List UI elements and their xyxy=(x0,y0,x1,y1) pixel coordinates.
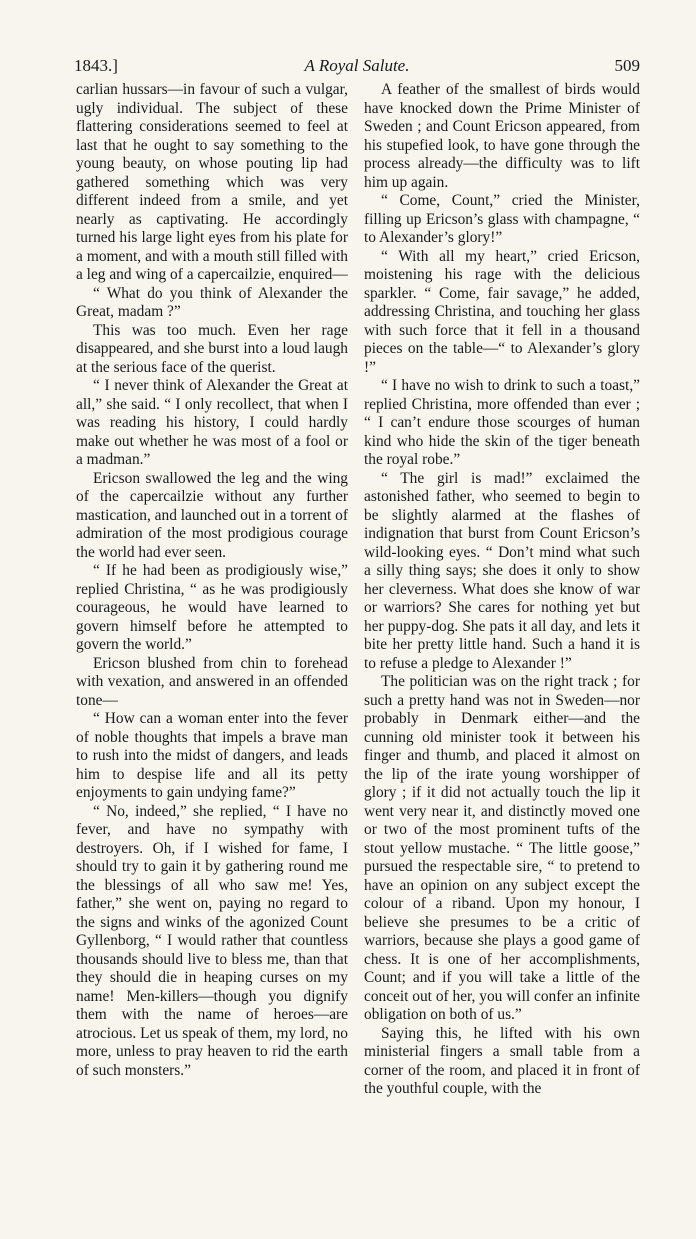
paragraph: This was too much. Even her rage disappeared, and she burst into a loud laugh at the serious face of the querist. xyxy=(76,321,348,376)
header-year: 1843.] xyxy=(74,56,118,75)
paragraph: “ I have no wish to drink to such a toast,” replied Christina, more offended than ever ; “ I can’t endure those scourges of human kind who hide the skin of the tiger beneath the royal robe.” xyxy=(364,377,640,468)
paragraph: “ No, indeed,” she replied, “ I have no fever, and have no sympathy with destroyers. Oh, if I wished for fame, I should try to gain it by gathering round me the blessings of all who saw me! Yes, father,” she went on, paying no regard to the signs and winks of the agonized Count Gyllenborg, “ I would rather that countless thousands should live to bless me, than that they should die in heaping curses on my name! Men-killers—though you dignify them with the name of heroes—are atrocious. Let us speak of them, my lord, no more, unless to pray heaven to rid the earth of such monsters.” xyxy=(76,802,348,1079)
paragraph: A feather of the smallest of birds would have knocked down the Prime Minister of Sweden ; and Count Ericson appeared, from his stupefied look, to have gone through the process already—the difficulty was to lift him up again. xyxy=(364,81,640,191)
paragraph: “ How can a woman enter into the fever of noble thoughts that impels a brave man to rush into the midst of dangers, and leads him to despise life and all its petty enjoyments to gain undying fame?” xyxy=(76,710,348,801)
paragraph: “ Come, Count,” cried the Minister, filling up Ericson’s glass with champagne, “ to Alexander’s glory!” xyxy=(364,192,640,246)
paragraph: The politician was on the right track ; for such a pretty hand was not in Sweden—nor probably in Denmark either—and the cunning old minister took it between his finger and thumb, and placed it almost on the lip of the irate young worshipper of glory ; if it did not actually touch the lip it went very near it, and distinctly moved one or two of the most prominent tufts of the stout yellow mustache. “ The little goose,” pursued the respectable sire, “ to pretend to have an opinion on any subject except the colour of a riband. Upon my honour, I believe she presumes to be a critic of warriors, because she plays a good game of chess. It is one of her accomplishments, Count; and if you will take a little of the conceit out of her, you will confer an infinite obligation on both of us.” xyxy=(364,673,640,1023)
page-number: 509 xyxy=(614,56,640,75)
paragraph: “ If he had been as prodigiously wise,” replied Christina, “ as he was prodigiously courageous, he would have learned to govern himself before he attempted to govern the world.” xyxy=(76,562,348,653)
paragraph: Ericson swallowed the leg and the wing of the capercailzie without any further mastication, and launched out in a torrent of admiration of the most prodigious courage the world had ever seen. xyxy=(76,469,348,561)
paragraph: “ With all my heart,” cried Ericson, moistening his rage with the delicious sparkler. “ Come, fair savage,” he added, addressing Christina, and touching her glass with such force that it fell in a thousand pieces on the table—“ to Alexander’s glory !” xyxy=(364,247,640,376)
paragraph: “ I never think of Alexander the Great at all,” she said. “ I only recollect, that when I was reading his history, I could hardly make out whether he was most of a fool or a madman.” xyxy=(76,377,348,468)
paragraph: “ The girl is mad!” exclaimed the astonished father, who seemed to begin to be slightly alarmed at the flashes of indignation that burst from Count Ericson’s wild-looking eyes. “ Don’t mind what such a silly thing says; she does it only to show her cleverness. What does she know of war or warriors? She cares for nothing yet but her puppy-dog. She pats it all day, and lets it bite her pretty little hand. Such a hand it is to refuse a pledge to Alexander !” xyxy=(364,469,640,672)
right-column xyxy=(364,81,640,1099)
paragraph: Ericson blushed from chin to forehead with vexation, and answered in an offended tone— xyxy=(76,654,348,709)
paragraph: carlian hussars—in favour of such a vulgar, ugly individual. The subject of these flattering considerations seemed to feel at last that he ought to say something to the young beauty, on whose pouting lip had gathered something which was very different indeed from a smile, and yet nearly as captivating. He accordingly turned his large light eyes from his plate for a moment, and with a mouth still filled with a leg and wing of a capercailzie, enquired— xyxy=(76,81,348,283)
paragraph: Saying this, he lifted with his own ministerial fingers a small table from a corner of the room, and placed it in front of the youthful couple, with the xyxy=(364,1024,640,1097)
left-column xyxy=(76,81,348,1080)
paragraph: “ What do you think of Alexander the Great, madam ?” xyxy=(76,284,348,320)
header-title: A Royal Salute. xyxy=(304,56,410,75)
